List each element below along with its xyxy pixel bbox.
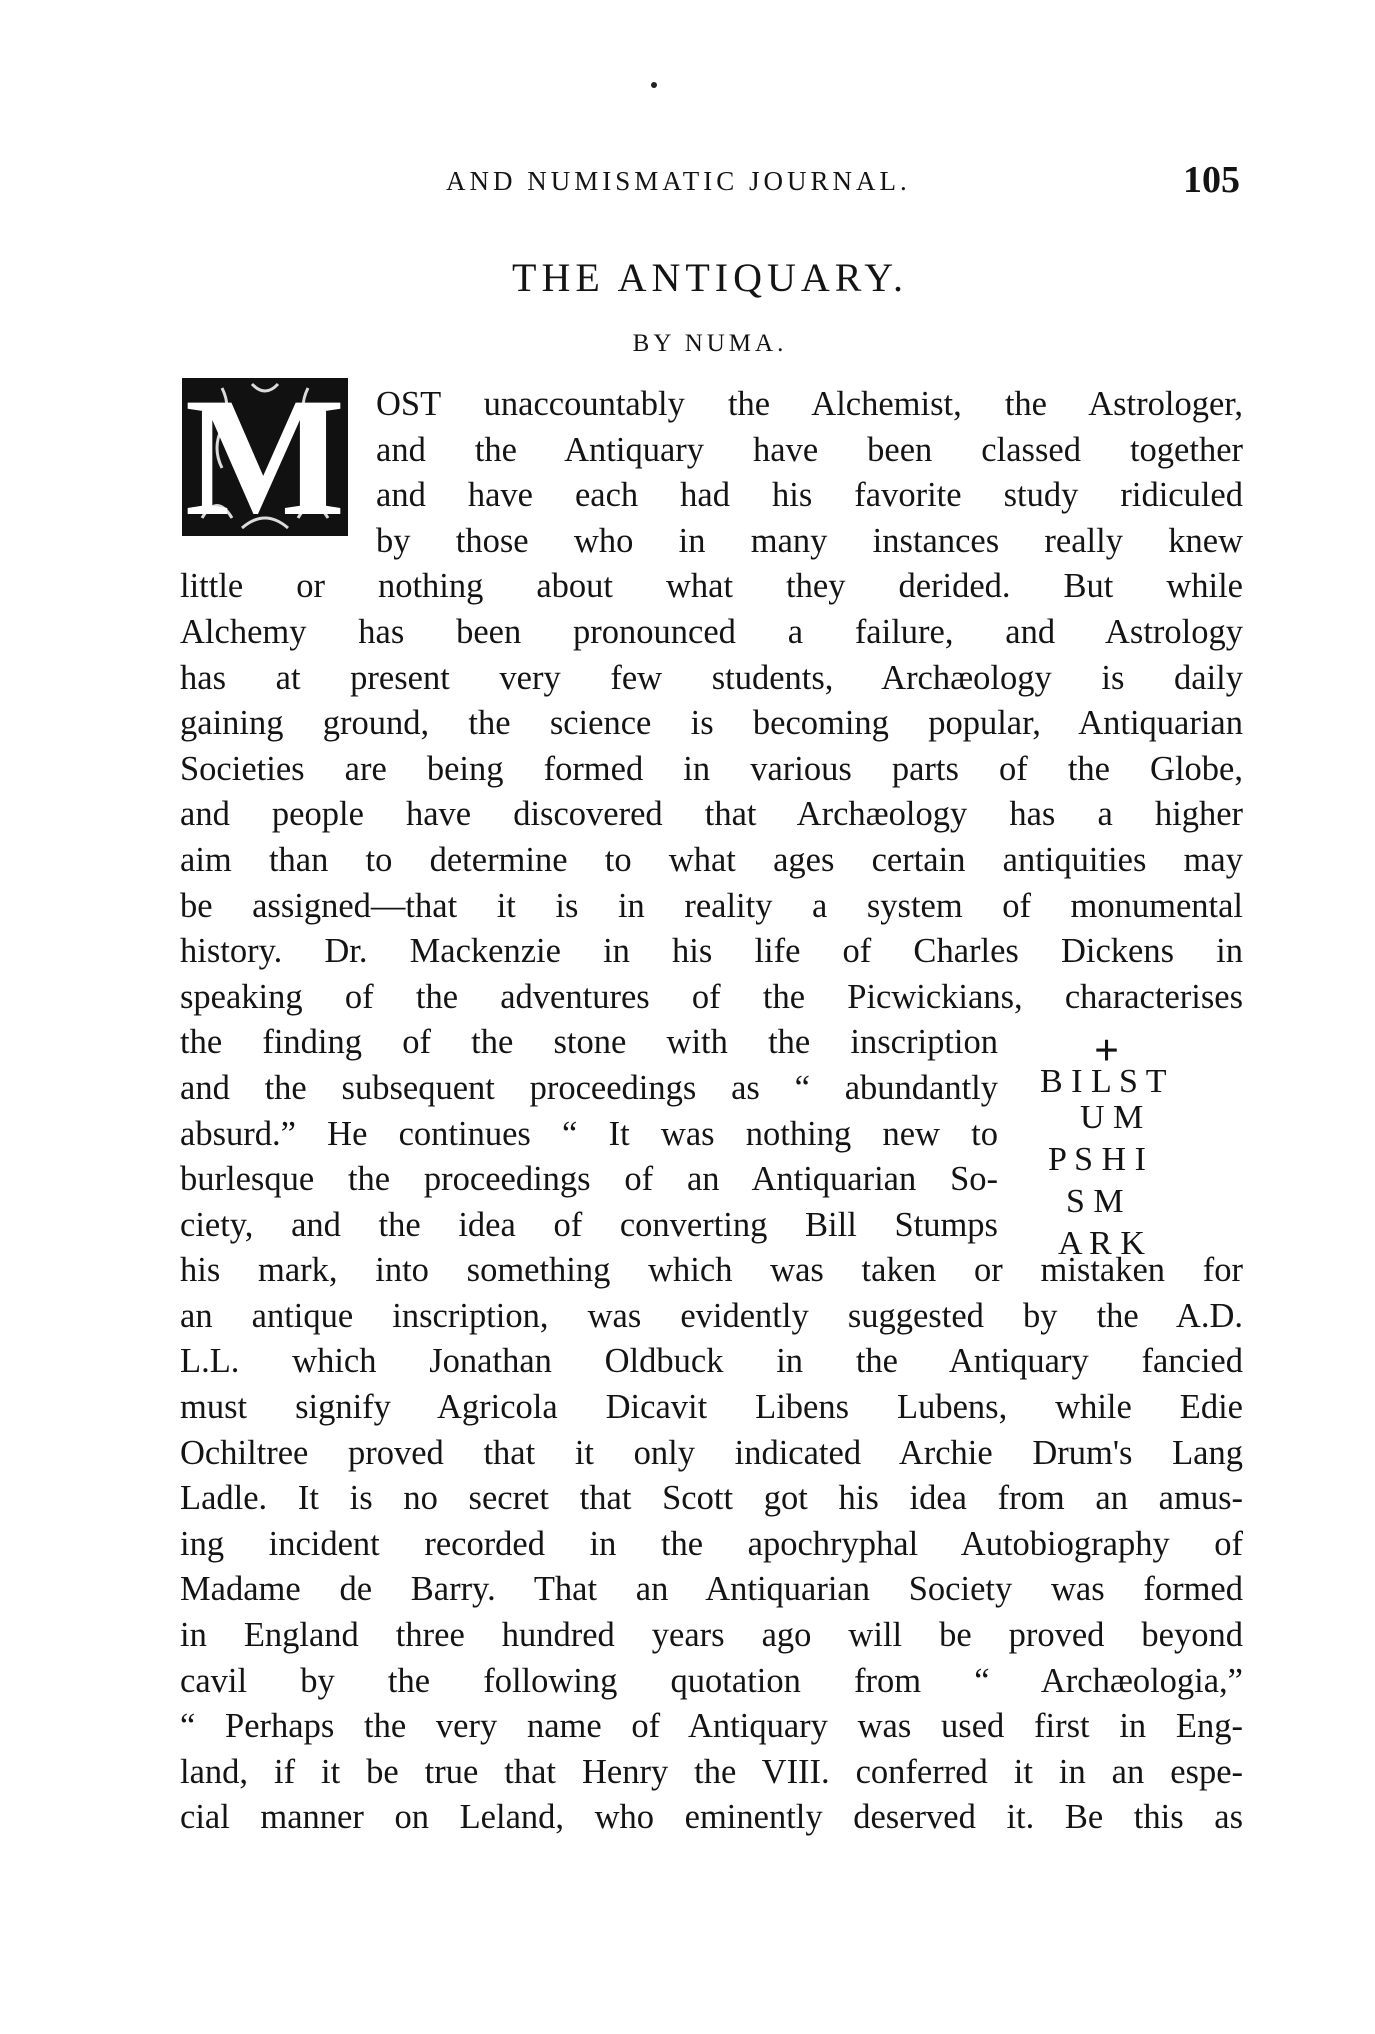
inscription-row: P S H I <box>1048 1141 1146 1178</box>
text-line: absurd.” He continues “ It was nothing new to <box>180 1114 998 1153</box>
text-line: ciety, and the idea of converting Bill Stumps <box>180 1205 998 1244</box>
text-line: Ladle. It is no secret that Scott got his idea from an amus- <box>180 1479 1243 1518</box>
text-line: be assigned—that it is in reality a system of monumental <box>180 886 1243 925</box>
text-line: Madame de Barry. That an Antiquarian Society was formed <box>180 1570 1243 1609</box>
text-line: the finding of the stone with the inscription <box>180 1023 998 1062</box>
text-line: cavil by the following quotation from “ Archæologia,” <box>180 1661 1243 1700</box>
text-line: history. Dr. Mackenzie in his life of Charles Dickens in <box>180 932 1243 971</box>
inscription-row: U M <box>1080 1099 1144 1136</box>
text-line: speaking of the adventures of the Picwickians, characterises <box>180 977 1243 1016</box>
inscription-row: B I L S T <box>1040 1063 1167 1100</box>
text-line: has at present very few students, Archæology is daily <box>180 658 1243 697</box>
inscription-row: S M <box>1066 1183 1124 1220</box>
text-line: Ochiltree proved that it only indicated Archie Drum's Lang <box>180 1433 1243 1472</box>
inscription-row: A R K <box>1058 1225 1145 1262</box>
text-line: and the Antiquary have been classed together <box>376 430 1243 469</box>
text-line: his mark, into something which was taken or mistaken for <box>180 1251 1243 1290</box>
text-line: and people have discovered that Archæology has a higher <box>180 795 1243 834</box>
printer-mark-dot <box>651 82 657 88</box>
text-line: L.L. which Jonathan Oldbuck in the Antiquary fancied <box>180 1342 1243 1381</box>
text-line: Societies are being formed in various parts of the Globe, <box>180 749 1243 788</box>
text-line: land, if it be true that Henry the VIII. conferred it in an espe- <box>180 1752 1243 1791</box>
drop-cap-letter: M <box>184 378 346 536</box>
text-line: OST unaccountably the Alchemist, the Astrologer, <box>376 385 1243 423</box>
text-line: by those who in many instances really knew <box>376 521 1243 560</box>
stone-inscription <box>1040 1026 1250 1293</box>
article-title: THE ANTIQUARY. <box>512 255 908 300</box>
text-line: gaining ground, the science is becoming popular, Antiquarian <box>180 704 1243 743</box>
article-byline: BY NUMA. <box>632 330 788 357</box>
text-line: must signify Agricola Dicavit Libens Lubens, while Edie <box>180 1388 1243 1427</box>
text-line: in England three hundred years ago will be proved beyond <box>180 1616 1243 1655</box>
text-line: Alchemy has been pronounced a failure, and Astrology <box>180 612 1243 651</box>
text-line: cial manner on Leland, who eminently deserved it. Be this as <box>180 1798 1243 1837</box>
text-line: and the subsequent proceedings as “ abundantly <box>180 1068 998 1107</box>
text-line: ing incident recorded in the apochryphal Autobiography of <box>180 1524 1243 1563</box>
running-head <box>180 159 1240 216</box>
text-line: aim than to determine to what ages certain antiquities may <box>180 840 1243 879</box>
text-line: burlesque the proceedings of an Antiquarian So- <box>180 1160 998 1199</box>
text-line: an antique inscription, was evidently suggested by the A.D. <box>180 1296 1243 1335</box>
journal-title: AND NUMISMATIC JOURNAL. <box>446 166 911 196</box>
text-line: “ Perhaps the very name of Antiquary was used first in Eng- <box>180 1707 1243 1746</box>
inscription-cross: + <box>1094 1026 1120 1075</box>
text-line: and have each had his favorite study ridiculed <box>376 476 1243 515</box>
page-number: 105 <box>1183 159 1240 201</box>
text-line: little or nothing about what they derided. But while <box>180 567 1243 606</box>
